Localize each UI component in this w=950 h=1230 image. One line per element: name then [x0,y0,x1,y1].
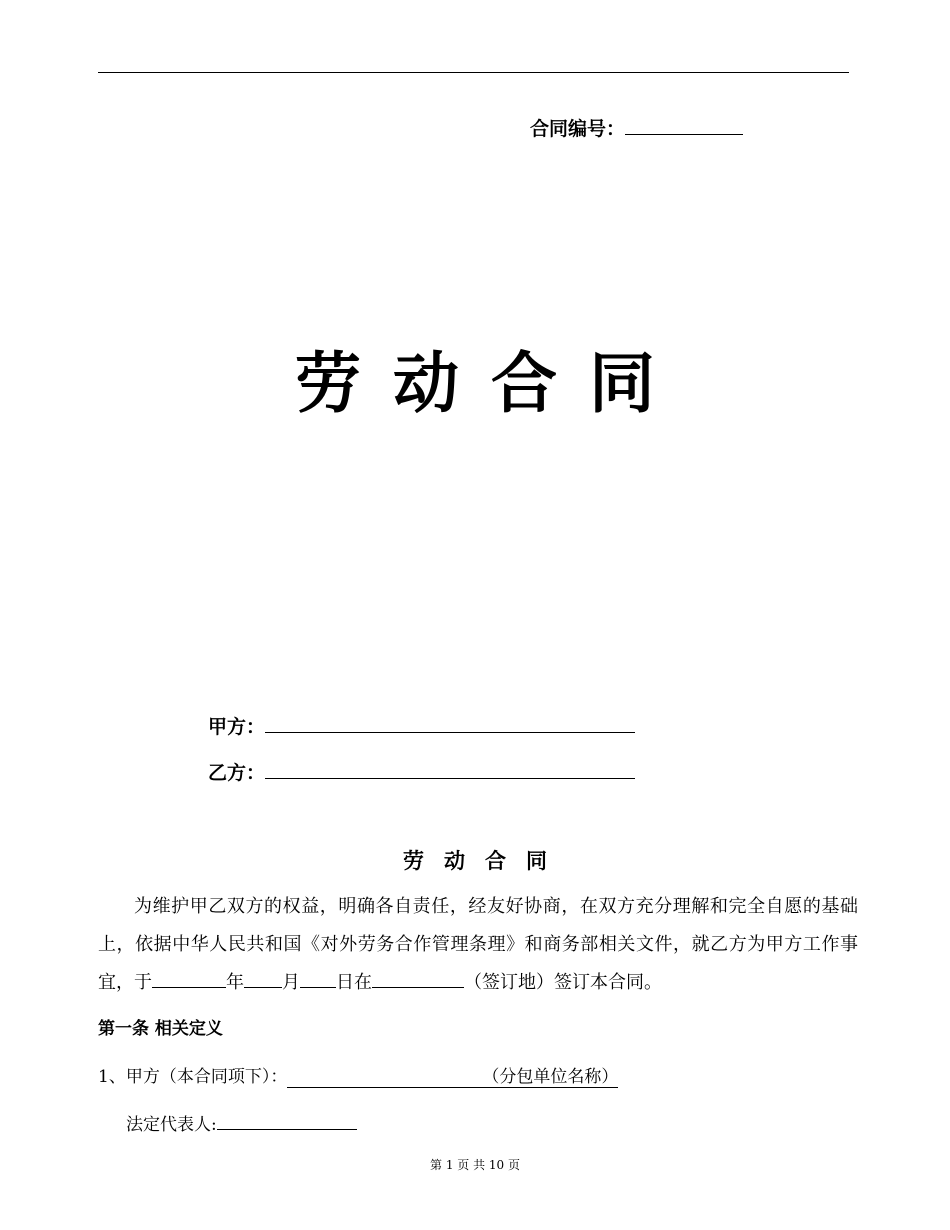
body-title: 劳动合同 [403,849,567,873]
intro-paragraph [98,888,858,1002]
item-1-hint: （分包单位名称） [482,1067,619,1087]
page-footer: 第 1 页 共 10 页 [430,1158,520,1172]
party-b-label: 乙方： [208,762,266,784]
intro-text: 为维护甲乙双方的权益，明确各自责任，经友好协商，在双方充分理解和完全自愿的基础上，依据中华人民共和国《对外劳务合作管理条理》和商务部相关文件，就乙方为甲方工作事宜，于 [98,896,858,993]
place-blank [372,969,464,988]
legal-rep-label: 法定代表人: [126,1115,217,1135]
year-blank [152,969,226,988]
contract-number-line [530,114,743,141]
legal-rep-blank [217,1112,357,1130]
article-1-heading: 第一条 相关定义 [98,1019,223,1039]
header-rule [98,72,849,73]
intro-end-text: （签订地）签订本合同。 [464,972,662,993]
day-blank [300,969,336,988]
year-label: 年 [226,972,244,993]
party-a-blank [265,712,635,733]
day-label: 日在 [336,972,372,993]
item-1-line [98,1062,618,1088]
item-1-label: 1、甲方（本合同项下）： [98,1067,288,1087]
item-1-blank [287,1062,618,1088]
party-b-line [208,758,635,785]
party-a-label: 甲方： [208,716,266,738]
legal-rep-line [126,1110,357,1135]
contract-number-label: 合同编号： [530,118,626,140]
cover-title: 劳动合同 [295,344,687,422]
contract-number-blank [625,116,743,135]
party-b-blank [265,758,635,779]
month-label: 月 [282,972,300,993]
party-a-line [208,712,635,739]
month-blank [244,969,282,988]
